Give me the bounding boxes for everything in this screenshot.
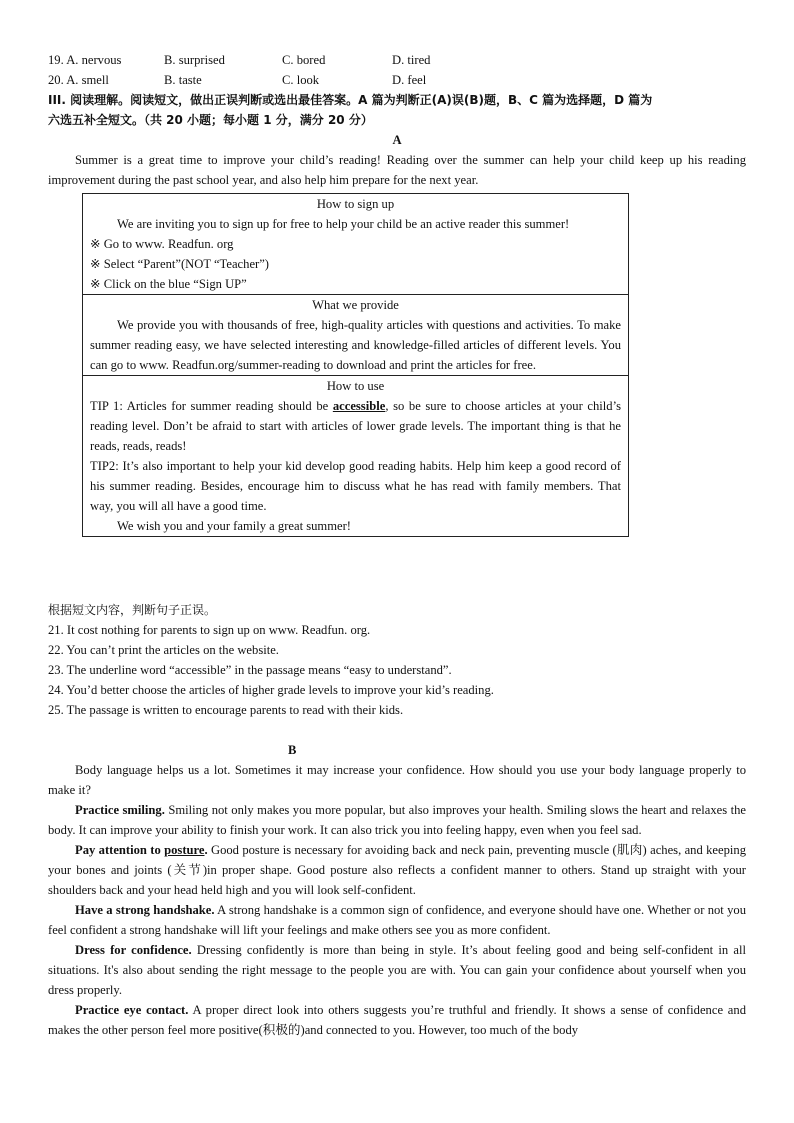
text-dress: Dressing confidently is more than being in style. It’s about feeling good and being self-confident in all situations. It's also about sending the right message to the people you are with. You can gain your confidence about yourself when you dress properly. <box>48 943 746 997</box>
question-19-options <box>48 50 746 70</box>
question-23: 23. The underline word “accessible” in the passage means “easy to understand”. <box>48 663 452 677</box>
signup-step: ※ Go to www. Readfun. org <box>90 237 234 251</box>
paragraph-posture <box>48 840 746 900</box>
passage-b <box>48 740 746 1040</box>
accessible-word: accessible <box>332 399 386 413</box>
option-d: D. feel <box>392 73 427 87</box>
passage-b-label: B <box>288 743 297 757</box>
section-heading-cont: 六选五补全短文。（共 20 小题；每小题 1 分，满分 20 分） <box>48 113 373 127</box>
passage-a-info-box <box>82 193 629 537</box>
tip1-after: , so be sure to choose articles at your child’s reading level. Don’t be afraid to start with articles of lower grade levels. The important thing is that he reads, reads, reads! <box>90 399 621 453</box>
text-posture: Good posture is necessary for avoiding back and neck pain, preventing muscle (肌肉) aches, and keeping your bones and joints (关节)in proper shape. Good posture also reflects a confident manner to others. Stand up straight with your shoulders back and your head held high and you will look self-confident. <box>48 843 746 897</box>
text-eye-contact: A proper direct look into others suggests you’re truthful and friendly. It shows a sense of confidence and makes the other person feel more positive(积极的)and connected to you. However, too much of the body <box>48 1003 746 1037</box>
option-a: 20. A. smell <box>48 73 109 87</box>
heading-eye-contact: Practice eye contact. <box>75 1003 189 1017</box>
paragraph-eye-contact <box>48 1000 746 1040</box>
question-25: 25. The passage is written to encourage parents to read with their kids. <box>48 703 404 717</box>
heading-posture-c: . <box>204 843 208 857</box>
question-22: 22. You can’t print the articles on the website. <box>48 643 279 657</box>
signup-title: How to sign up <box>316 197 395 211</box>
text-smiling: Smiling not only makes you more popular, but also improves your health. Smiling slows the heart and relaxes the body. It can improve your ability to finish your work. It can also trick you into feeling happy, even when you feel sad. <box>48 803 746 837</box>
option-c: C. look <box>282 73 320 87</box>
instruction: 根据短文内容，判断句子正误。 <box>48 603 217 617</box>
option-d: D. tired <box>392 53 431 67</box>
passage-a-intro: Summer is a great time to improve your child’s reading! Reading over the summer can help your child keep up his reading improvement during the past school year, and also help him prepare for the next year. <box>48 153 746 187</box>
heading-dress: Dress for confidence. <box>75 943 192 957</box>
use-title: How to use <box>326 379 385 393</box>
signup-text: We are inviting you to sign up for free to help your child be an active reader this summer! <box>117 217 570 231</box>
wish-text: We wish you and your family a great summer! <box>117 519 352 533</box>
question-21: 21. It cost nothing for parents to sign up on www. Readfun. org. <box>48 623 371 637</box>
heading-posture-word: posture <box>164 843 205 857</box>
paragraph-smiling <box>48 800 746 840</box>
exam-page <box>48 50 746 190</box>
tip1-before: TIP 1: Articles for summer reading should be <box>90 399 333 413</box>
question-20-options <box>48 70 746 90</box>
provide-text: We provide you with thousands of free, high-quality articles with questions and activities. To make summer reading easy, we have selected interesting and knowledge-filled articles of different levels. You can go to www. Readfun.org/summer-reading to download and print the articles for free. <box>90 318 621 372</box>
section-heading: III. 阅读理解。阅读短文，做出正误判断或选出最佳答案。A 篇为判断正(A)误(B)题，B、C 篇为选择题，D 篇为 <box>48 93 653 107</box>
tip-1 <box>90 396 621 456</box>
signup-step: ※ Click on the blue “Sign UP” <box>90 277 247 291</box>
use-section <box>83 376 628 536</box>
question-24: 24. You’d better choose the articles of higher grade levels to improve your kid’s reading. <box>48 683 494 697</box>
heading-smiling: Practice smiling. <box>75 803 165 817</box>
tip-2: TIP2: It’s also important to help your kid develop good reading habits. Help him keep a good record of his summer reading. Besides, encourage him to discuss what he has read with family members. That way, you will all have a good time. <box>90 459 621 513</box>
heading-posture-a: Pay attention to <box>75 843 165 857</box>
signup-section <box>83 194 628 295</box>
heading-handshake: Have a strong handshake. <box>75 903 215 917</box>
heading-posture <box>75 843 208 857</box>
passage-a-label: A <box>392 133 402 147</box>
option-b: B. surprised <box>164 53 225 67</box>
text-handshake: A strong handshake is a common sign of confidence, and everyone should have one. Whether or not you feel confident a strong handshake will lift your feelings and make others see you as more confident. <box>48 903 746 937</box>
option-b: B. taste <box>164 73 202 87</box>
provide-title: What we provide <box>312 298 399 312</box>
passage-a-questions <box>48 600 746 720</box>
passage-b-intro: Body language helps us a lot. Sometimes it may increase your confidence. How should you use your body language properly to make it? <box>48 763 746 797</box>
signup-step: ※ Select “Parent”(NOT “Teacher”) <box>90 257 270 271</box>
provide-section <box>83 295 628 376</box>
option-a: 19. A. nervous <box>48 53 122 67</box>
paragraph-dress <box>48 940 746 1000</box>
option-c: C. bored <box>282 53 326 67</box>
paragraph-handshake <box>48 900 746 940</box>
